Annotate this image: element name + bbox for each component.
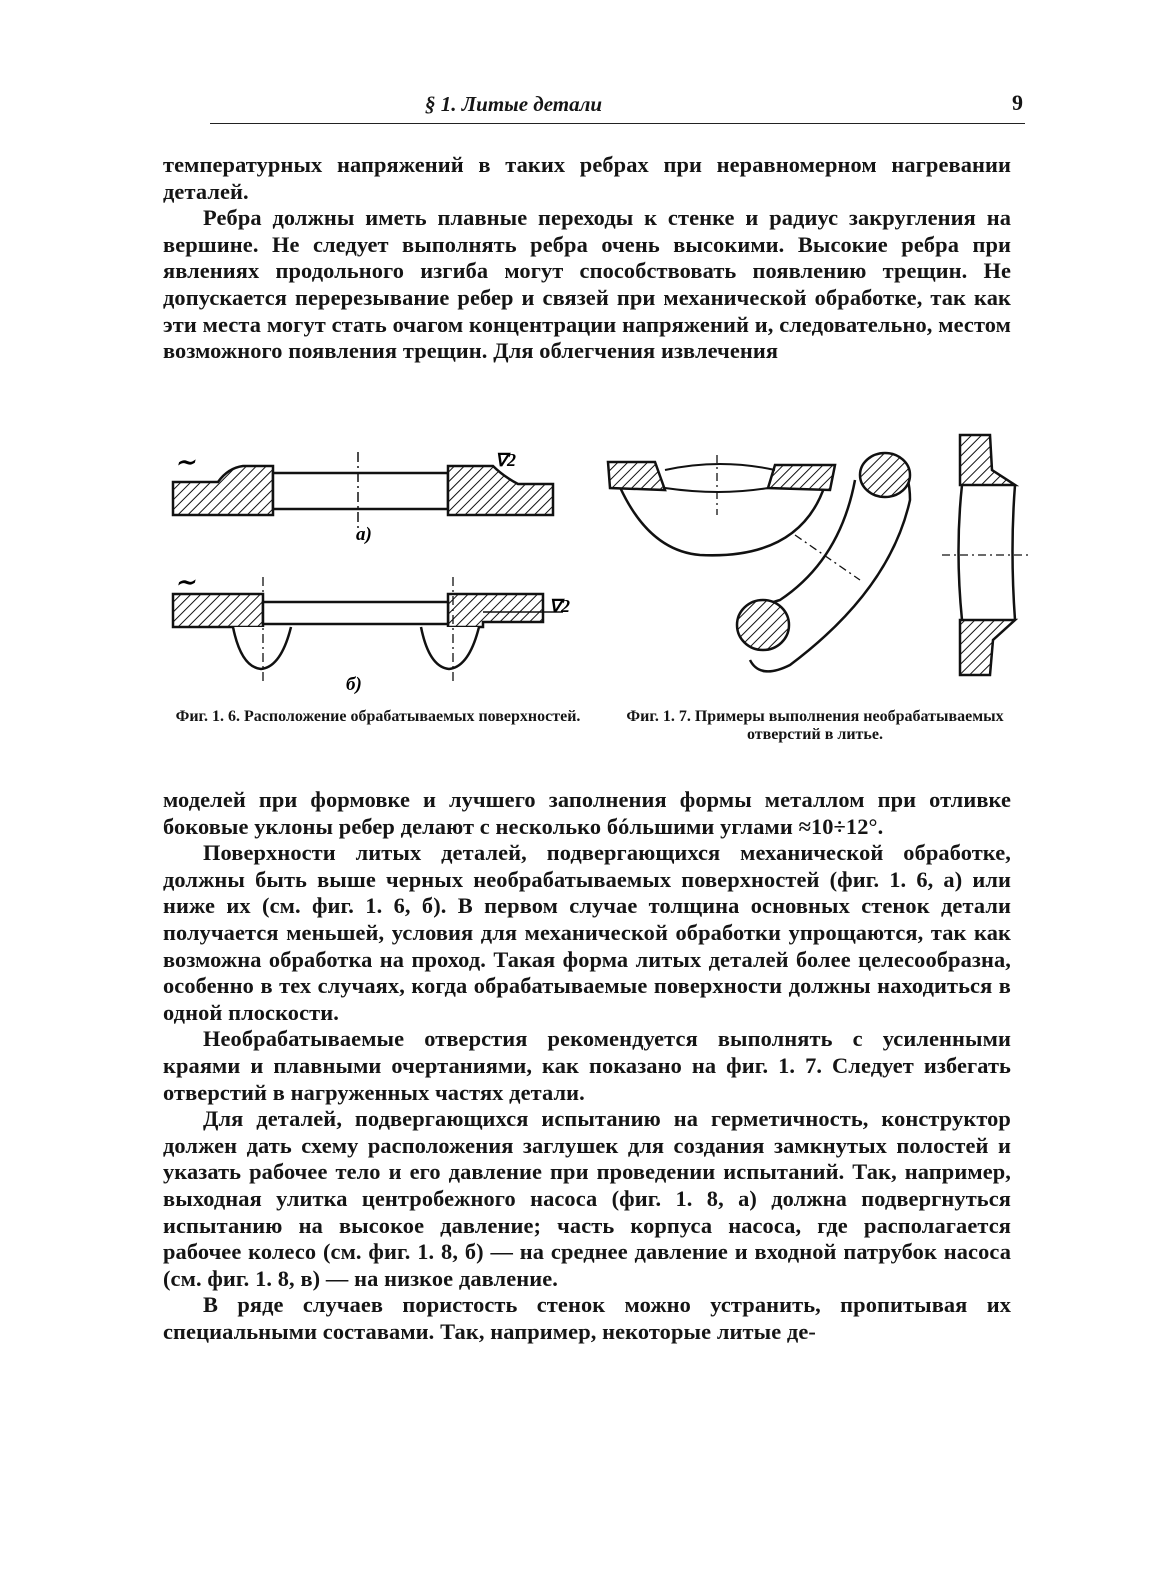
figure-1-7-caption: Фиг. 1. 7. Примеры выполнения необрабатываемых отверстий в литье. bbox=[626, 708, 1004, 743]
tube-section-bottom bbox=[737, 600, 789, 650]
boss-top-section bbox=[960, 435, 1015, 485]
lug-right bbox=[421, 627, 479, 669]
paragraph: Необрабатываемые отверстия рекомендуется выполнять с усиленными краями и плавными очертаниями, как показано на фиг. 1. 7. Следует избегать отверстий в нагруженных частях детали. bbox=[163, 1026, 1011, 1105]
fig-label-b: б) bbox=[346, 674, 362, 695]
paragraph: Ребра должны иметь плавные переходы к стенке и радиус закругления на вершине. Не следует выполнять ребра очень высокими. Высокие ребра при явлениях продольного изгиба могут способствовать появлению трещин. Не допускается перерезывание ребер и связей при механической обработке, так как эти места могут стать очагом концентрации напряжений и, следовательно, местом возможного появления трещин. Для облегчения извлечения bbox=[163, 205, 1011, 364]
bowl-bore-top bbox=[665, 464, 775, 470]
body-right-section bbox=[448, 594, 543, 627]
tube-section-top bbox=[860, 453, 910, 497]
figure-1-6-caption: Фиг. 1. 6. Расположение обрабатываемых поверхностей. bbox=[175, 708, 581, 725]
bowl-right-section bbox=[768, 465, 835, 490]
figure-1-6-a bbox=[163, 440, 563, 550]
flange-right-section bbox=[448, 466, 553, 515]
text-block-top bbox=[163, 152, 1011, 365]
roughness-mark: ∇2 bbox=[549, 596, 571, 616]
roughness-mark: ∇2 bbox=[495, 450, 517, 470]
boss-bore-left bbox=[959, 485, 963, 620]
bore bbox=[273, 473, 448, 509]
header-rule bbox=[210, 123, 1025, 124]
running-header bbox=[210, 90, 1025, 130]
body-left-section bbox=[173, 594, 263, 627]
page-number: 9 bbox=[1012, 90, 1023, 115]
boss-bore-right bbox=[1013, 485, 1016, 620]
tilde-mark: ∼ bbox=[175, 450, 196, 476]
tilde-mark: ∼ bbox=[175, 572, 196, 596]
paragraph: Поверхности литых деталей, подвергающихся механической обработке, должны быть выше черных необрабатываемых поверхностей (фиг. 1. 6, а) или ниже их (см. фиг. 1. 6, б). В первом случае толщина основных стенок детали получается меньшей, условия для механической обработки упрощаются, так как возможна обработка на проход. Такая форма литых деталей более целесообразна, особенно в тех случаях, когда обрабатываемые поверхности должны находиться в одной плоскости. bbox=[163, 840, 1011, 1025]
boss-bottom-section bbox=[960, 620, 1015, 675]
paragraph: Для деталей, подвергающихся испытанию на герметичность, конструктор должен дать схему расположения заглушек для создания замкнутых полостей и указать рабочее тело и его давление при проведении испытаний. Так, например, выходная улитка центробежного насоса (фиг. 1. 8, а) должна подвергнуться испытанию на высокое давление; часть корпуса насоса, где располагается рабочее колесо (см. фиг. 1. 8, б) — на среднее давление и входной патрубок насоса (см. фиг. 1. 8, в) — на низкое давление. bbox=[163, 1106, 1011, 1291]
bowl-left-section bbox=[608, 462, 665, 490]
lug-left bbox=[233, 627, 291, 669]
fig-label-a: а) bbox=[356, 524, 372, 545]
paragraph: температурных напряжений в таких ребрах при неравномерном нагревании деталей. bbox=[163, 152, 1011, 204]
figure-1-7 bbox=[600, 430, 1030, 690]
bore bbox=[263, 602, 448, 624]
text-block-bottom bbox=[163, 787, 1011, 1345]
figure-1-6-b bbox=[163, 572, 583, 697]
centerline-tube bbox=[795, 535, 860, 580]
paragraph: В ряде случаев пористость стенок можно устранить, пропитывая их специальными составами. Так, например, некоторые литые де- bbox=[163, 1292, 1011, 1344]
paragraph: моделей при формовке и лучшего заполнения формы металлом при отливке боковые уклоны ребер делают с несколько бóльшими углами ≈10÷12°. bbox=[163, 787, 1011, 839]
section-title: § 1. Литые детали bbox=[425, 92, 603, 116]
